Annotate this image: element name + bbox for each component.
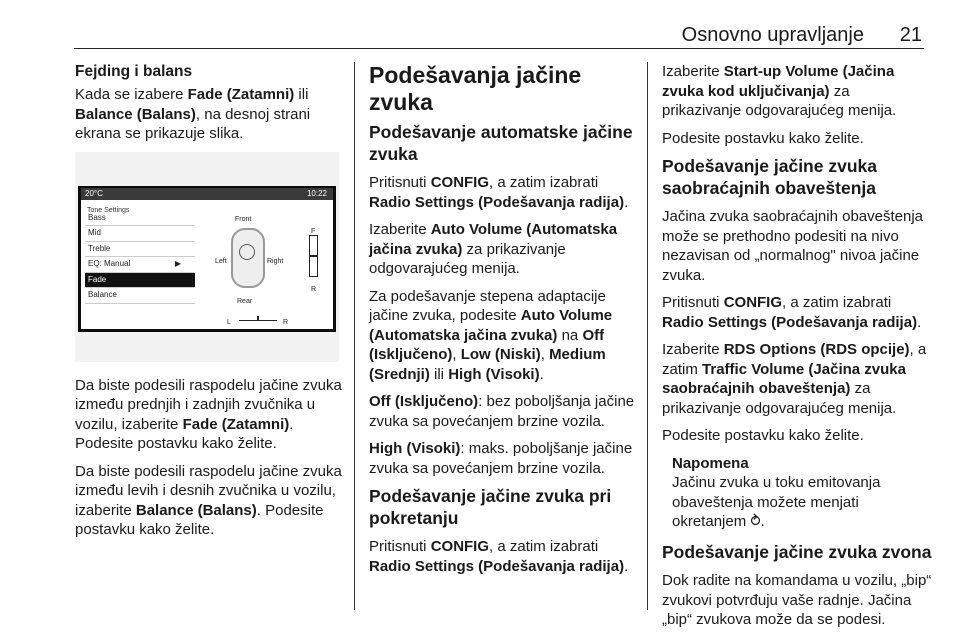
paragraph: Jačina zvuka saobraćajnih obaveštenja može se prethodno podesiti na nivo nezavisan od „normalnog" nivoa jačine zvuka. (662, 208, 923, 284)
balance-right-label: R (283, 318, 289, 326)
text: : bez poboljšanja jačine zvuka sa povećanjem brzine vozila. (369, 393, 635, 430)
text: , a zatim (662, 341, 927, 378)
text: ili (294, 86, 309, 103)
display-screen (78, 186, 336, 332)
ui-term: Radio Settings (Podešavanja radija) (369, 557, 625, 575)
text: Kada se izabere (75, 86, 188, 103)
paragraph (662, 62, 932, 121)
text: za prikazivanje odgovarajućeg menija. (662, 82, 897, 119)
header-rule (74, 48, 924, 49)
ui-term: Auto Volume (Automatska jačina zvuka) (369, 307, 613, 344)
subsection-heading-auto-volume: Podešavanje automatske jačine zvuka (369, 122, 633, 164)
text: Za podešavanje stepena adaptacije jačine zvuka, podesite (369, 287, 606, 324)
text: . Podesite postavku kako želite. (75, 501, 324, 538)
text: Da biste podesili raspodelu jačine zvuka između prednjih i zadnjih zvučnika u vozilu, izaberite (75, 376, 342, 433)
text: : maks. poboljšanje jačine zvuka sa povećanjem brzine vozila. (369, 440, 633, 477)
screen-heading: Tone Settings (87, 206, 130, 214)
ui-term: CONFIG (430, 538, 490, 555)
tone-settings-menu (85, 211, 195, 304)
text: , a zatim izabrati (489, 174, 599, 191)
menu-item-label: EQ: Manual (88, 259, 131, 268)
paragraph (75, 85, 345, 144)
balance-slider-thumb[interactable] (257, 316, 259, 320)
menu-item-mid[interactable]: Mid (85, 226, 195, 242)
fade-slider[interactable] (309, 235, 318, 277)
paragraph (369, 287, 639, 385)
text: . Podesite postavku kako želite. (75, 415, 294, 452)
fade-rear-label: R (311, 285, 317, 293)
paragraph (75, 462, 345, 540)
paragraph (369, 220, 639, 279)
ui-term: Fade (Zatamni) (182, 415, 290, 433)
paragraph: Podesite postavku kako želite. (662, 427, 864, 444)
menu-item-fade[interactable]: Fade (85, 273, 195, 289)
text: Pritisnuti (662, 294, 724, 311)
note-text (672, 473, 932, 532)
text: , (452, 346, 461, 363)
ui-term: Traffic Volume (Jačina zvuka saobraćajnih obaveštenja) (662, 360, 906, 397)
text: , (540, 346, 550, 363)
clock-readout: 10:22 (306, 188, 327, 198)
column-divider (647, 62, 648, 610)
text: Izaberite (662, 341, 724, 358)
ui-term: Fade (Zatamni) (187, 86, 295, 103)
front-label: Front (235, 215, 252, 223)
section-title: Podešavanja jačine zvuka (369, 62, 582, 115)
text: , a zatim izabrati (489, 538, 599, 555)
ui-term: Balance (Balans) (75, 105, 196, 123)
subsection-heading-traffic-volume: Podešavanje jačine zvuka saobraćajnih obaveštenja (662, 156, 877, 198)
paragraph: Podesite postavku kako želite. (662, 129, 864, 147)
subsection-heading-startup-volume: Podešavanje jačine zvuka pri pokretanju (369, 486, 612, 528)
page-number: 21 (899, 24, 922, 46)
text: Pritisnuti (369, 174, 431, 191)
menu-item-bass[interactable]: Bass (85, 211, 195, 227)
paragraph (369, 439, 639, 478)
section-heading-fade: Fejding i balans (75, 63, 193, 80)
status-bar (81, 188, 333, 200)
rotary-knob-icon: ⥁ (750, 513, 761, 530)
ui-term: CONFIG (430, 174, 490, 191)
text: . (760, 513, 765, 530)
ui-term: High (Visoki) (369, 440, 461, 457)
paragraph (369, 173, 639, 212)
menu-item-eq[interactable] (85, 257, 195, 273)
ui-term: Off (Isključeno) (369, 326, 605, 363)
paragraph (369, 392, 639, 431)
text: Jačinu zvuka u toku emitovanja obaveštenja možete menjati okretanjem (672, 474, 881, 530)
sound-focus-icon[interactable] (239, 244, 255, 260)
text: . (917, 313, 922, 331)
paragraph (369, 537, 639, 576)
text: na (557, 326, 583, 344)
text: . (624, 557, 629, 575)
ui-term: Auto Volume (Automatska jačina zvuka) (369, 221, 618, 258)
column-right (662, 62, 932, 638)
column-middle (369, 62, 639, 584)
fade-slider-thumb[interactable] (310, 255, 317, 257)
text: za prikazivanje odgovarajućeg menija. (369, 240, 566, 277)
balance-slider[interactable] (239, 316, 277, 321)
text: za prikazivanje odgovarajućeg menija. (662, 380, 897, 417)
ui-term: Off (Isključeno) (369, 393, 479, 410)
paragraph (75, 376, 345, 454)
header-title: Osnovno upravljanje (681, 24, 864, 46)
left-label: Left (215, 257, 227, 265)
tone-settings-panel (81, 200, 333, 329)
note-box (672, 454, 932, 532)
menu-item-balance[interactable]: Balance (85, 288, 195, 304)
ui-term: Radio Settings (Podešavanja radija) (662, 313, 918, 331)
text: . (624, 193, 629, 211)
paragraph: Dok radite na komandama u vozilu, „bip“ zvukovi potvrđuju vaše radnje. Jačina „bip“ zvukova može da se podesi. (662, 572, 932, 628)
text: Izaberite (369, 221, 431, 238)
text: Da biste podesili raspodelu jačine zvuka između levih i desnih zvučnika u vozilu, izaberite (75, 462, 342, 519)
text: Izaberite (662, 63, 724, 80)
text: , na desnoj strani ekrana se prikazuje slika. (75, 105, 311, 142)
menu-item-treble[interactable]: Treble (85, 242, 195, 258)
fade-front-label: F (311, 227, 316, 235)
right-label: Right (267, 257, 284, 265)
ui-term: Radio Settings (Podešavanja radija) (369, 193, 625, 211)
rear-label: Rear (237, 297, 253, 305)
paragraph (662, 293, 932, 332)
text: , a zatim izabrati (782, 294, 892, 311)
text: ili (429, 365, 449, 383)
subsection-heading-ring-volume: Podešavanje jačine zvuka zvona (662, 541, 932, 562)
chevron-right-icon: ▶ (174, 259, 181, 268)
ui-term: Medium (Srednji) (369, 346, 606, 383)
note-title: Napomena (672, 454, 749, 472)
temperature-readout: 20°C (85, 188, 103, 198)
tone-settings-figure (75, 152, 339, 362)
column-divider (354, 62, 355, 610)
ui-term: CONFIG (723, 294, 783, 311)
ui-term: Low (Niski) (460, 346, 541, 363)
ui-term: Balance (Balans) (135, 501, 257, 519)
ui-term: High (Visoki) (448, 365, 540, 383)
text: Pritisnuti (369, 538, 431, 555)
balance-left-label: L (227, 318, 231, 326)
paragraph (662, 340, 932, 418)
ui-term: RDS Options (RDS opcije) (723, 341, 910, 358)
column-left (75, 62, 345, 548)
text: . (539, 365, 544, 383)
ui-term: Start-up Volume (Jačina zvuka kod uključivanja) (662, 63, 895, 100)
